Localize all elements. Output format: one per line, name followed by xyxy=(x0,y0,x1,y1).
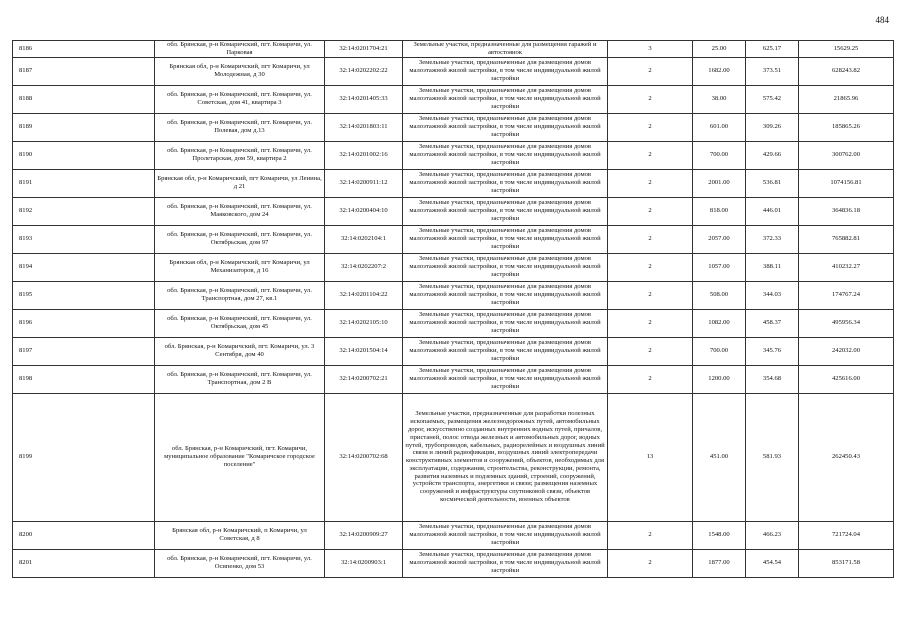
address-cell: обл. Брянская, р-н Комаричский, пгт. Комаричи, ул. Маяковского, дом 24 xyxy=(155,197,325,225)
group-code-cell: 2 xyxy=(608,113,693,141)
cadastral-number-cell: 32:14:0200911:12 xyxy=(325,169,403,197)
land-use-cell: Земельные участки, предназначенные для размещения домов малоэтажной жилой застройки, в том числе индивидуальной жилой застройки xyxy=(403,337,608,365)
group-code-cell: 2 xyxy=(608,225,693,253)
group-code-cell: 2 xyxy=(608,253,693,281)
rate-cell: 466.23 xyxy=(746,521,799,549)
rate-cell: 344.03 xyxy=(746,281,799,309)
table-row xyxy=(13,225,894,253)
land-use-cell: Земельные участки, предназначенные для размещения домов малоэтажной жилой застройки, в том числе индивидуальной жилой застройки xyxy=(403,85,608,113)
address-cell: обл. Брянская, р-н Комаричский, пгт. Комаричи, ул. Октябрьская, дом 45 xyxy=(155,309,325,337)
address-cell: Брянская обл, р-н Комаричский, пгт Комаричи, ул Молодежная, д 30 xyxy=(155,57,325,85)
land-use-cell: Земельные участки, предназначенные для размещения домов малоэтажной жилой застройки, в том числе индивидуальной жилой застройки xyxy=(403,197,608,225)
land-use-cell: Земельные участки, предназначенные для размещения домов малоэтажной жилой застройки, в том числе индивидуальной жилой застройки xyxy=(403,309,608,337)
rate-cell: 345.76 xyxy=(746,337,799,365)
row-number: 8189 xyxy=(13,113,155,141)
area-cell: 38.00 xyxy=(693,85,746,113)
address-cell: обл. Брянская, р-н Комаричский, пгт. Комаричи, ул. Советская, дом 41, квартира 3 xyxy=(155,85,325,113)
cadastral-value-cell: 765882.81 xyxy=(799,225,894,253)
cadastral-value-cell: 721724.04 xyxy=(799,521,894,549)
cadastral-value-cell: 628243.82 xyxy=(799,57,894,85)
group-code-cell: 2 xyxy=(608,197,693,225)
area-cell: 508.00 xyxy=(693,281,746,309)
address-cell: обл. Брянская, р-н Комаричский, пгт. Комаричи, ул. Парковая xyxy=(155,41,325,58)
rate-cell: 458.37 xyxy=(746,309,799,337)
rate-cell: 581.93 xyxy=(746,393,799,521)
cadastral-number-cell: 32:14:0202104:1 xyxy=(325,225,403,253)
cadastral-number-cell: 32:14:0200903:1 xyxy=(325,549,403,577)
cadastral-value-cell: 15629.25 xyxy=(799,41,894,58)
table-row xyxy=(13,309,894,337)
table-row xyxy=(13,57,894,85)
land-use-cell: Земельные участки, предназначенные для размещения домов малоэтажной жилой застройки, в том числе индивидуальной жилой застройки xyxy=(403,57,608,85)
group-code-cell: 2 xyxy=(608,365,693,393)
cadastral-value-cell: 300762.00 xyxy=(799,141,894,169)
area-cell: 601.00 xyxy=(693,113,746,141)
land-use-cell: Земельные участки, предназначенные для размещения домов малоэтажной жилой застройки, в том числе индивидуальной жилой застройки xyxy=(403,521,608,549)
address-cell: обл. Брянская, р-н Комаричский, пгт. Комаричи, муниципальное образование "Комаричское городское поселение" xyxy=(155,393,325,521)
row-number: 8190 xyxy=(13,141,155,169)
row-number: 8191 xyxy=(13,169,155,197)
table-row xyxy=(13,197,894,225)
group-code-cell: 13 xyxy=(608,393,693,521)
cadastral-number-cell: 32:14:0201504:14 xyxy=(325,337,403,365)
land-use-cell: Земельные участки, предназначенные для размещения гаражей и автостоянок xyxy=(403,41,608,58)
rate-cell: 429.66 xyxy=(746,141,799,169)
area-cell: 25.00 xyxy=(693,41,746,58)
table-row xyxy=(13,337,894,365)
rate-cell: 575.42 xyxy=(746,85,799,113)
group-code-cell: 2 xyxy=(608,141,693,169)
row-number: 8187 xyxy=(13,57,155,85)
group-code-cell: 2 xyxy=(608,549,693,577)
area-cell: 700.00 xyxy=(693,141,746,169)
group-code-cell: 2 xyxy=(608,169,693,197)
cadastral-number-cell: 32:14:0200702:21 xyxy=(325,365,403,393)
address-cell: Брянская обл, р-н Комаричский, пгт Комаричи, ул Ленина, д 21 xyxy=(155,169,325,197)
table-row xyxy=(13,521,894,549)
table-row xyxy=(13,253,894,281)
table-row xyxy=(13,85,894,113)
row-number: 8197 xyxy=(13,337,155,365)
land-use-cell: Земельные участки, предназначенные для размещения домов малоэтажной жилой застройки, в том числе индивидуальной жилой застройки xyxy=(403,113,608,141)
group-code-cell: 2 xyxy=(608,521,693,549)
land-use-cell: Земельные участки, предназначенные для размещения домов малоэтажной жилой застройки, в том числе индивидуальной жилой застройки xyxy=(403,281,608,309)
address-cell: обл. Брянская, р-н Комаричский, пгт. Комаричи, ул. 3 Сентября, дом 40 xyxy=(155,337,325,365)
cadastral-value-cell: 495956.34 xyxy=(799,309,894,337)
table-row xyxy=(13,113,894,141)
cadastral-number-cell: 32:14:0202105:10 xyxy=(325,309,403,337)
cadastral-value-cell: 185865.26 xyxy=(799,113,894,141)
rate-cell: 373.51 xyxy=(746,57,799,85)
address-cell: обл. Брянская, р-н Комаричский, пгт. Комаричи, ул. Пролетарская, дом 59, квартира 2 xyxy=(155,141,325,169)
cadastral-number-cell: 32:14:0201104:22 xyxy=(325,281,403,309)
cadastral-value-cell: 21865.96 xyxy=(799,85,894,113)
row-number: 8193 xyxy=(13,225,155,253)
row-number: 8195 xyxy=(13,281,155,309)
area-cell: 1057.00 xyxy=(693,253,746,281)
table-row xyxy=(13,549,894,577)
rate-cell: 354.68 xyxy=(746,365,799,393)
area-cell: 1877.00 xyxy=(693,549,746,577)
address-cell: Брянская обл, р-н Комаричский, п Комаричи, ул Советская, д 8 xyxy=(155,521,325,549)
land-use-cell: Земельные участки, предназначенные для размещения домов малоэтажной жилой застройки, в том числе индивидуальной жилой застройки xyxy=(403,141,608,169)
table-body xyxy=(13,41,894,578)
row-number: 8199 xyxy=(13,393,155,521)
land-use-cell: Земельные участки, предназначенные для размещения домов малоэтажной жилой застройки, в том числе индивидуальной жилой застройки xyxy=(403,549,608,577)
cadastral-number-cell: 32:14:0200404:10 xyxy=(325,197,403,225)
cadastral-value-cell: 242032.00 xyxy=(799,337,894,365)
rate-cell: 309.26 xyxy=(746,113,799,141)
address-cell: обл. Брянская, р-н Комаричский, пгт. Комаричи, ул. Осипенко, дом 53 xyxy=(155,549,325,577)
row-number: 8186 xyxy=(13,41,155,58)
row-number: 8200 xyxy=(13,521,155,549)
row-number: 8198 xyxy=(13,365,155,393)
table-row xyxy=(13,393,894,521)
table-row xyxy=(13,41,894,58)
group-code-cell: 2 xyxy=(608,57,693,85)
group-code-cell: 2 xyxy=(608,85,693,113)
cadastral-value-cell: 853171.58 xyxy=(799,549,894,577)
address-cell: обл. Брянская, р-н Комаричский, пгт. Комаричи, ул. Октябрьская, дом 97 xyxy=(155,225,325,253)
table-row xyxy=(13,365,894,393)
cadastral-value-cell: 425616.00 xyxy=(799,365,894,393)
land-use-cell: Земельные участки, предназначенные для размещения домов малоэтажной жилой застройки, в том числе индивидуальной жилой застройки xyxy=(403,225,608,253)
land-use-cell: Земельные участки, предназначенные для размещения домов малоэтажной жилой застройки, в том числе индивидуальной жилой застройки xyxy=(403,169,608,197)
group-code-cell: 2 xyxy=(608,309,693,337)
address-cell: обл. Брянская, р-н Комаричский, пгт. Комаричи, ул. Полевая, дом д.13 xyxy=(155,113,325,141)
cadastral-value-cell: 174767.24 xyxy=(799,281,894,309)
cadastral-number-cell: 32:14:0202202:22 xyxy=(325,57,403,85)
land-register-table xyxy=(12,40,894,578)
cadastral-value-cell: 1074156.81 xyxy=(799,169,894,197)
area-cell: 2001.00 xyxy=(693,169,746,197)
area-cell: 2057.00 xyxy=(693,225,746,253)
rate-cell: 625.17 xyxy=(746,41,799,58)
group-code-cell: 2 xyxy=(608,281,693,309)
area-cell: 1082.00 xyxy=(693,309,746,337)
cadastral-number-cell: 32:14:0200702:68 xyxy=(325,393,403,521)
address-cell: Брянская обл, р-н Комаричский, пгт Комаричи, ул Механизаторов, д 16 xyxy=(155,253,325,281)
group-code-cell: 3 xyxy=(608,41,693,58)
area-cell: 451.00 xyxy=(693,393,746,521)
row-number: 8188 xyxy=(13,85,155,113)
address-cell: обл. Брянская, р-н Комаричский, пгт. Комаричи, ул. Транспортная, дом 2 В xyxy=(155,365,325,393)
cadastral-number-cell: 32:14:0201803:11 xyxy=(325,113,403,141)
row-number: 8192 xyxy=(13,197,155,225)
rate-cell: 446.01 xyxy=(746,197,799,225)
address-cell: обл. Брянская, р-н Комаричский, пгт. Комаричи, ул. Транспортная, дом 27, кв.1 xyxy=(155,281,325,309)
group-code-cell: 2 xyxy=(608,337,693,365)
area-cell: 1548.00 xyxy=(693,521,746,549)
cadastral-number-cell: 32:14:0201405:33 xyxy=(325,85,403,113)
cadastral-value-cell: 364836.18 xyxy=(799,197,894,225)
land-use-cell: Земельные участки, предназначенные для размещения домов малоэтажной жилой застройки, в том числе индивидуальной жилой застройки xyxy=(403,365,608,393)
land-use-cell: Земельные участки, предназначенные для размещения домов малоэтажной жилой застройки, в том числе индивидуальной жилой застройки xyxy=(403,253,608,281)
area-cell: 700.00 xyxy=(693,337,746,365)
cadastral-number-cell: 32:14:0201002:16 xyxy=(325,141,403,169)
rate-cell: 372.33 xyxy=(746,225,799,253)
land-use-cell: Земельные участки, предназначенные для разработки полезных ископаемых, размещения железнодорожных путей, автомобильных дорог, искусственно созданных внутренних водных путей, причалов, пристаней, полос отвода железных и автомобильных дорог, водных путей, трубопроводов, кабельных, радиорелейных и воздушных линий связи и линий радиофикации, воздушных линий электропередачи конструктивных элементов и сооружений, объектов, необходимых для эксплуатации, содержания, строительства, реконструкции, ремонта, развития наземных и подземных зданий, строений, сооружений, устройств транспорта, энергетики и связи; размещения наземных сооружений и инфраструктуры спутниковой связи, объектов космической деятельности, военных объектов xyxy=(403,393,608,521)
row-number: 8194 xyxy=(13,253,155,281)
rate-cell: 454.54 xyxy=(746,549,799,577)
cadastral-number-cell: 32:14:0200909:27 xyxy=(325,521,403,549)
table-row xyxy=(13,281,894,309)
cadastral-number-cell: 32:14:0202207:2 xyxy=(325,253,403,281)
table-row xyxy=(13,169,894,197)
rate-cell: 388.11 xyxy=(746,253,799,281)
cadastral-number-cell: 32:14:0201704:21 xyxy=(325,41,403,58)
table-row xyxy=(13,141,894,169)
rate-cell: 536.81 xyxy=(746,169,799,197)
cadastral-value-cell: 410232.27 xyxy=(799,253,894,281)
cadastral-value-cell: 262450.43 xyxy=(799,393,894,521)
page-number: 484 xyxy=(875,15,889,25)
row-number: 8201 xyxy=(13,549,155,577)
row-number: 8196 xyxy=(13,309,155,337)
area-cell: 818.00 xyxy=(693,197,746,225)
area-cell: 1200.00 xyxy=(693,365,746,393)
area-cell: 1682.00 xyxy=(693,57,746,85)
